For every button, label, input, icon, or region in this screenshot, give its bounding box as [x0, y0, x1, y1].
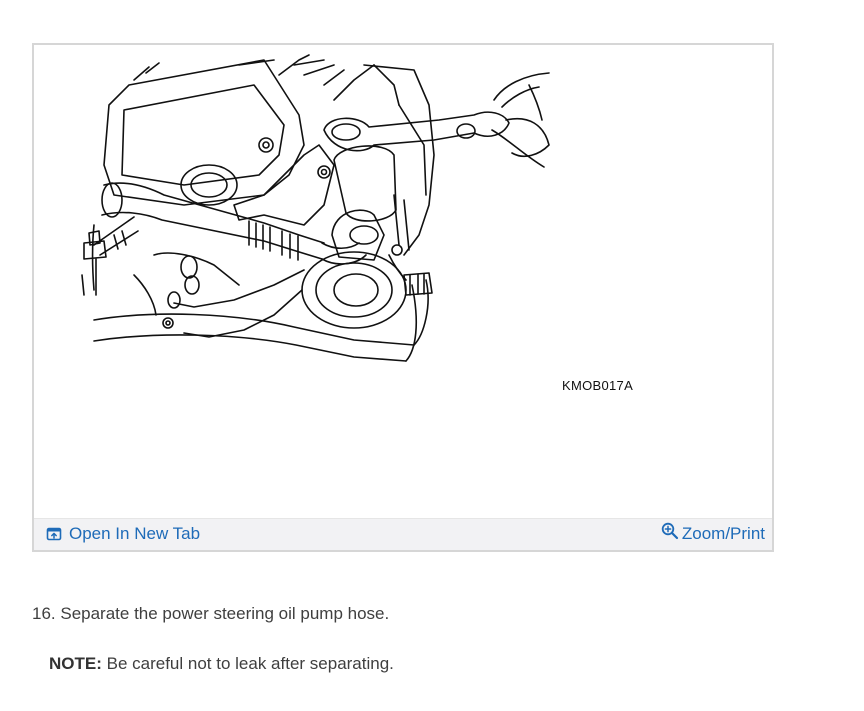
open-in-new-tab-link[interactable] [46, 524, 200, 544]
zoom-print-label[interactable]: Zoom/Print [681, 524, 765, 543]
step-instruction: 16. Separate the power steering oil pump hose. [32, 604, 390, 623]
note-label: NOTE: [49, 654, 102, 673]
figure-card [32, 43, 774, 552]
note-line [49, 654, 394, 674]
zoom-in-icon [661, 522, 679, 540]
open-in-new-tab-label[interactable]: Open In New Tab [69, 524, 201, 543]
open-in-new-tab-icon [46, 526, 62, 542]
engine-diagram-image [34, 45, 772, 519]
zoom-print-link[interactable] [661, 524, 765, 544]
figure-code-label: KMOB017A [562, 378, 634, 393]
figure-footer [34, 518, 772, 550]
note-text: Be careful not to leak after separating. [101, 654, 394, 673]
